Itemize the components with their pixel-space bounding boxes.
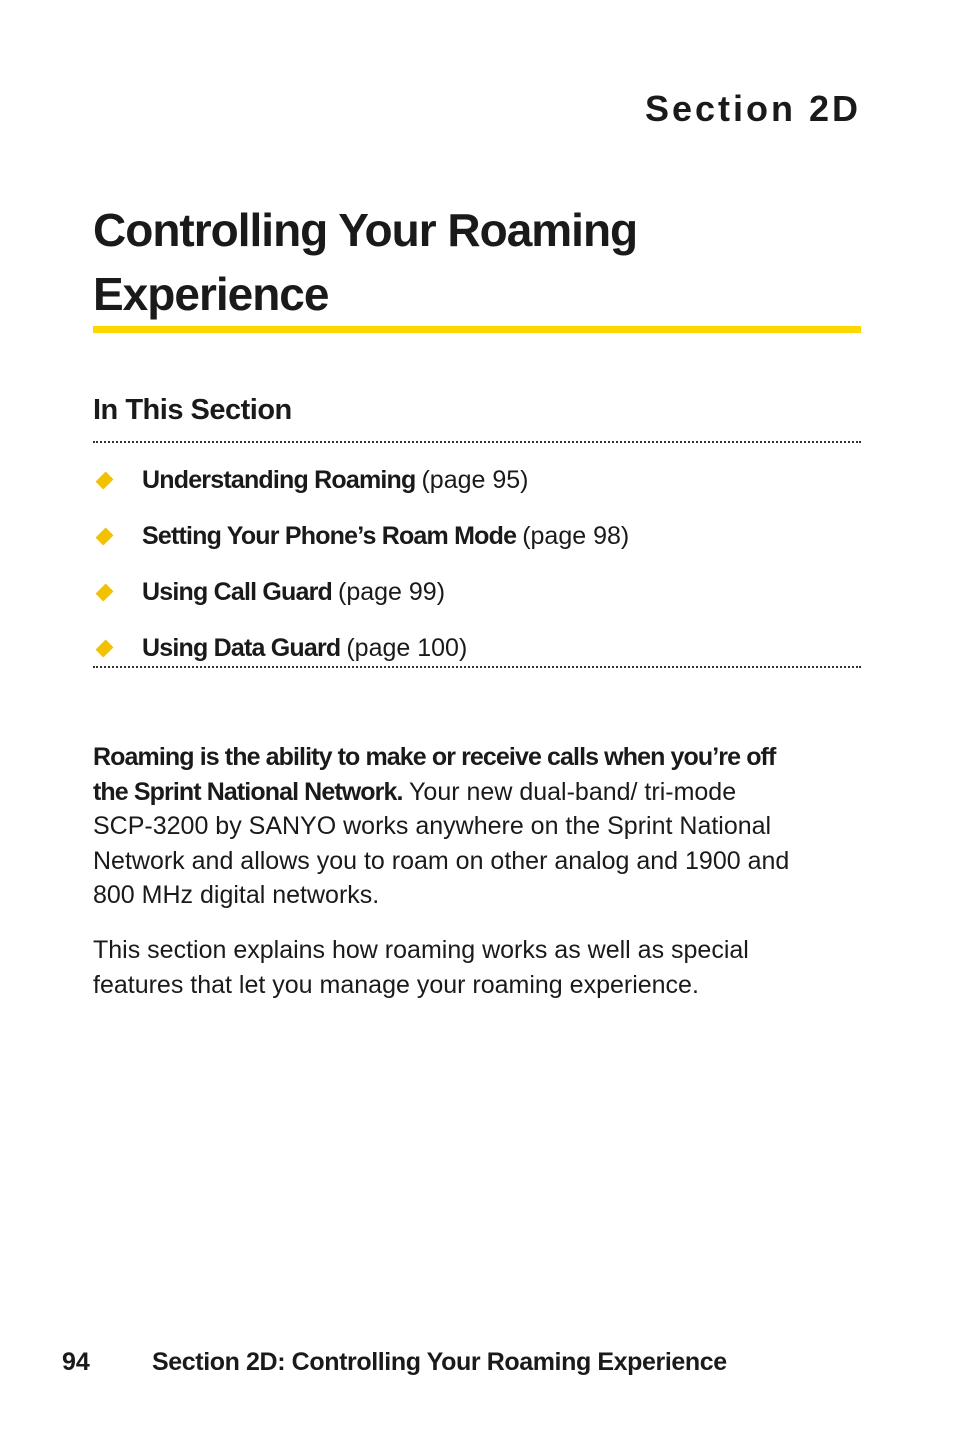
diamond-bullet-icon	[96, 583, 114, 601]
toc-topic[interactable]: Understanding Roaming	[142, 465, 416, 494]
toc-bottom-divider	[93, 666, 861, 668]
toc-item-setting-roam-mode[interactable]	[93, 508, 861, 564]
toc-item-using-call-guard[interactable]	[93, 564, 861, 620]
title-underline-rule	[93, 326, 861, 333]
chapter-title-line-2: Experience	[93, 268, 329, 320]
toc-topic[interactable]: Setting Your Phone’s Roam Mode	[142, 521, 517, 550]
in-this-section-heading: In This Section	[93, 394, 292, 426]
toc-page-ref: (page 100)	[346, 633, 468, 662]
in-this-section-list	[93, 452, 861, 676]
intro-paragraph	[93, 740, 793, 913]
chapter-title-line-1: Controlling Your Roaming	[93, 204, 638, 256]
intro-lead-bold: Roaming is the ability to make or receive calls when you’re off the Sprint National Network.	[93, 743, 776, 806]
page-number: 94	[62, 1348, 90, 1376]
toc-page-ref: (page 98)	[522, 521, 630, 550]
section-overview-paragraph: This section explains how roaming works as well as special features that let you manage your roaming experience.	[93, 936, 749, 999]
chapter-title	[93, 198, 793, 326]
toc-item-understanding-roaming[interactable]	[93, 452, 861, 508]
intro-rest: Your new dual-band/ tri-mode SCP-3200 by SANYO works anywhere on the Sprint National Network and allows you to roam on other analog and 1900 and 800 MHz digital networks.	[93, 777, 790, 910]
diamond-bullet-icon	[96, 527, 114, 545]
running-title: Section 2D: Controlling Your Roaming Experience	[152, 1348, 727, 1376]
diamond-bullet-icon	[96, 471, 114, 489]
toc-top-divider	[93, 441, 861, 443]
toc-topic[interactable]: Using Call Guard	[142, 577, 333, 606]
toc-page-ref: (page 95)	[421, 465, 529, 494]
toc-page-ref: (page 99)	[338, 577, 446, 606]
page-footer	[62, 1348, 727, 1377]
section-label: Section 2D	[644, 88, 861, 129]
toc-topic[interactable]: Using Data Guard	[142, 633, 341, 662]
diamond-bullet-icon	[96, 639, 114, 657]
